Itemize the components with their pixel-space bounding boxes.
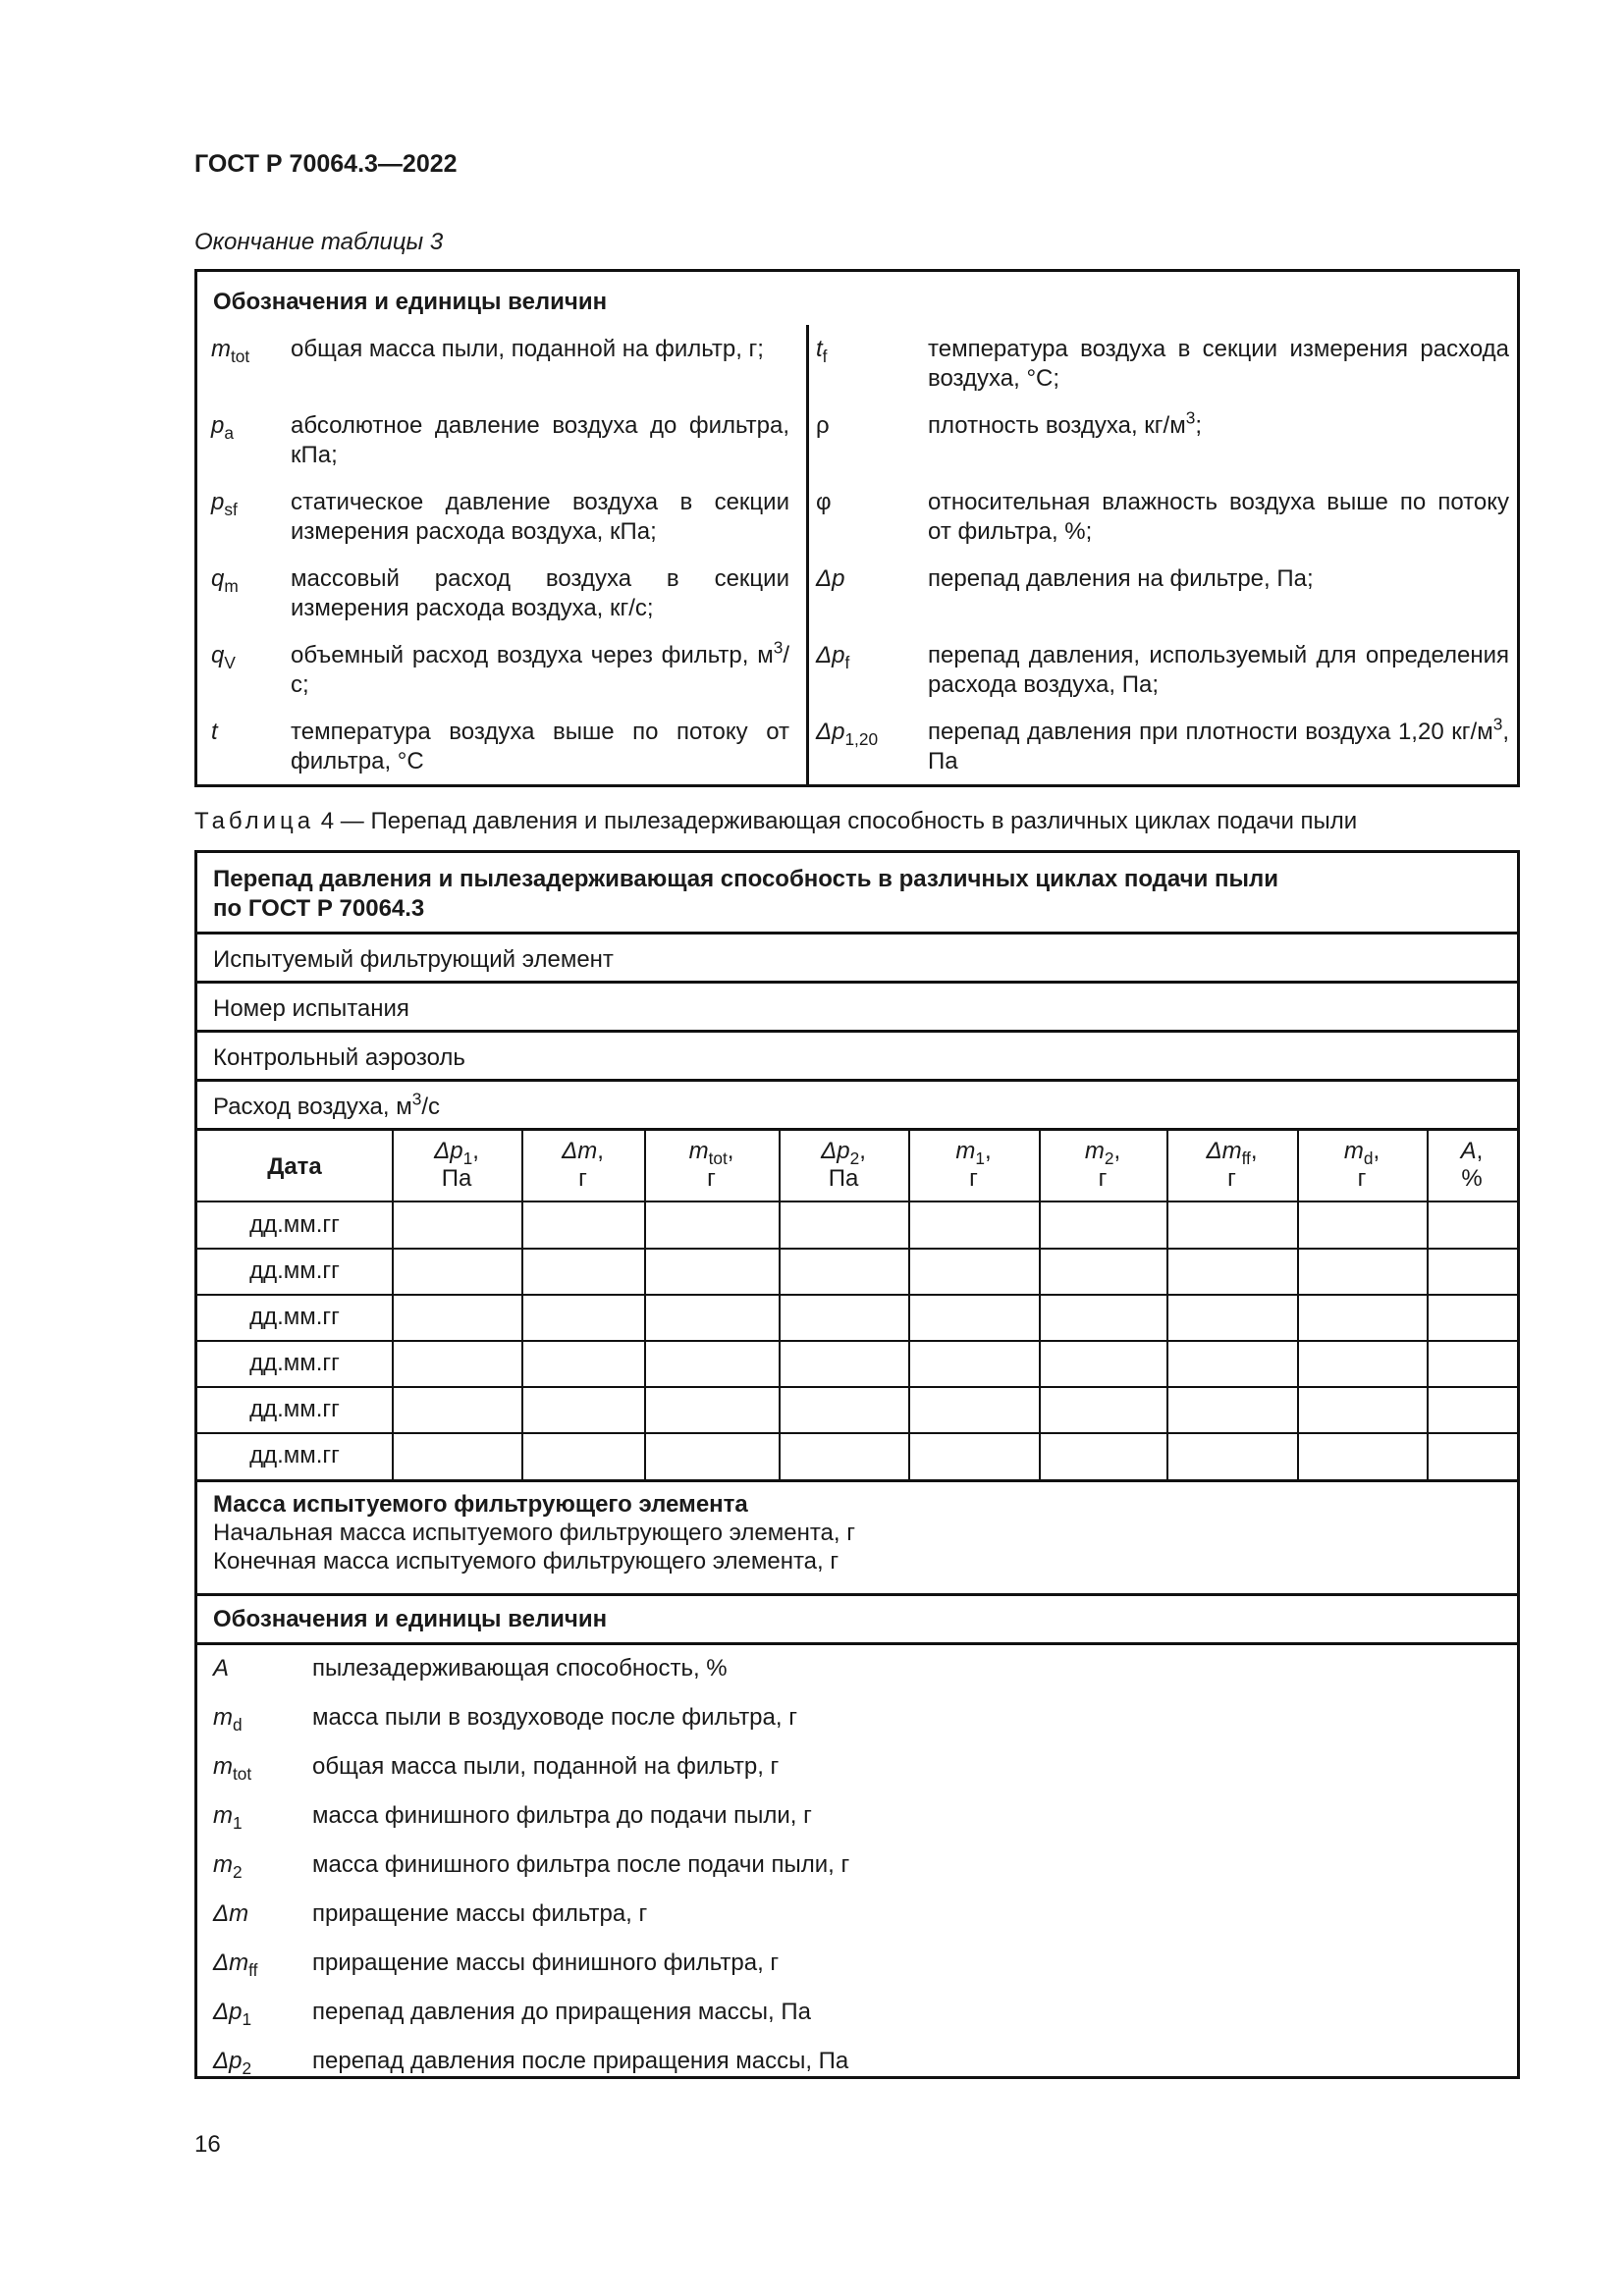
- legend-symbol: $\Delta m_{ff}$: [213, 1949, 258, 1981]
- row-divider: [197, 981, 1517, 984]
- table-3-heading: Обозначения и единицы величин: [213, 289, 608, 315]
- legend-symbol: Δm: [213, 1900, 249, 1927]
- row-divider: [197, 1248, 1517, 1250]
- mass-final: Конечная масса испытуемого фильтрующего элемента, г: [213, 1547, 839, 1575]
- legend-symbol: $m_{tot}$: [213, 1753, 252, 1785]
- symbol-description: температура воздуха в секции измерения расхода воздуха, °C;: [928, 336, 1509, 392]
- legend-symbol: $\Delta p_2$: [213, 2048, 252, 2079]
- symbol: $t_f$: [816, 336, 828, 367]
- symbol: $m_{tot}$: [211, 336, 250, 367]
- page-number: 16: [194, 2131, 221, 2158]
- date-cell: дд.мм.гг: [249, 1350, 340, 1376]
- mass-heading: Масса испытуемого фильтрующего элемента: [213, 1491, 748, 1518]
- row-divider: [197, 1593, 1517, 1596]
- legend-description: перепад давления до приращения массы, Па: [312, 1999, 811, 2025]
- legend-description: перепад давления после приращения массы, Па: [312, 2048, 849, 2074]
- legend-description: масса финишного фильтра после подачи пыли, г: [312, 1851, 850, 1878]
- symbol: $q_V$: [211, 642, 236, 673]
- symbol-description: объемный расход воздуха через фильтр, $м^3/с$;: [291, 637, 789, 698]
- row-divider: [197, 1386, 1517, 1388]
- symbol: Δp: [816, 565, 845, 592]
- mass-section: [213, 1491, 855, 1575]
- row-divider: [197, 1079, 1517, 1082]
- table-4-title: Перепад давления и пылезадерживающая способность в различных циклах подачи пыли по ГОСТ Р 70064.3: [213, 866, 1279, 922]
- legend-symbol: $m_1$: [213, 1802, 243, 1834]
- legend-symbol: A: [213, 1655, 230, 1682]
- table-3-legend: [194, 269, 1520, 787]
- symbol: $\Delta p_{1,20}$: [816, 719, 879, 750]
- column-header: $m_{tot}$, г: [688, 1138, 734, 1192]
- symbol: $p_a$: [211, 412, 234, 444]
- symbol: $p_{sf}$: [211, 489, 238, 520]
- symbol-description: массовый расход воздуха в секции измерения расхода воздуха, кг/с;: [291, 565, 789, 621]
- date-cell: дд.мм.гг: [249, 1257, 340, 1284]
- date-cell: дд.мм.гг: [249, 1304, 340, 1330]
- row-divider: [197, 1201, 1517, 1202]
- date-cell: дд.мм.гг: [249, 1442, 340, 1468]
- column-divider: [806, 325, 809, 784]
- legend-symbol: $m_2$: [213, 1851, 243, 1883]
- symbol-description: абсолютное давление воздуха до фильтра, кПа;: [291, 412, 789, 468]
- date-cell: дд.мм.гг: [249, 1211, 340, 1238]
- row-divider: [197, 1294, 1517, 1296]
- symbol-description: общая масса пыли, поданной на фильтр, г;: [291, 336, 764, 362]
- legend-heading: Обозначения и единицы величин: [213, 1606, 608, 1632]
- legend-description: пылезадерживающая способность, %: [312, 1655, 728, 1682]
- column-header: Δm, г: [562, 1138, 604, 1192]
- column-header: A, %: [1460, 1138, 1484, 1192]
- filter-element-label: Испытуемый фильтрующий элемент: [213, 946, 614, 973]
- row-divider: [197, 1642, 1517, 1645]
- table-4-caption: Таблица 4 — Перепад давления и пылезадерживающая способность в различных циклах подачи пыли: [194, 808, 1358, 834]
- column-header: $\Delta m_{ff}$, г: [1206, 1138, 1258, 1192]
- symbol-description: статическое давление воздуха в секции измерения расхода воздуха, кПа;: [291, 489, 789, 545]
- table-4: [194, 850, 1520, 2079]
- column-header: $\Delta p_2$, Па: [821, 1138, 866, 1192]
- legend-description: общая масса пыли, поданной на фильтр, г: [312, 1753, 780, 1780]
- airflow-label: Расход воздуха, $м^3/с$: [213, 1089, 441, 1120]
- symbol-description: относительная влажность воздуха выше по потоку от фильтра, %;: [928, 489, 1509, 545]
- symbol-description: температура воздуха выше по потоку от фильтра, °C: [291, 719, 789, 774]
- row-divider: [197, 1128, 1517, 1131]
- legend-symbol: $\Delta p_1$: [213, 1999, 252, 2030]
- symbol-description: плотность воздуха, $кг/м^3$;: [928, 407, 1203, 439]
- column-header: $m_d$, г: [1343, 1138, 1380, 1192]
- row-divider: [197, 1340, 1517, 1342]
- symbol: t: [211, 719, 218, 745]
- test-number-label: Номер испытания: [213, 995, 409, 1022]
- column-header: $\Delta p_1$, Па: [434, 1138, 479, 1192]
- date-cell: дд.мм.гг: [249, 1396, 340, 1422]
- row-divider: [197, 932, 1517, 934]
- aerosol-label: Контрольный аэрозоль: [213, 1044, 465, 1071]
- symbol-description: перепад давления при плотности воздуха 1,20 $кг/м^3$, Па: [928, 714, 1509, 774]
- legend-description: приращение массы фильтра, г: [312, 1900, 648, 1927]
- continuation-caption: Окончание таблицы 3: [194, 229, 444, 255]
- symbol-description: перепад давления на фильтре, Па;: [928, 565, 1314, 592]
- symbol: $q_m$: [211, 565, 239, 597]
- mass-initial: Начальная масса испытуемого фильтрующего элемента, г: [213, 1519, 855, 1546]
- legend-symbol: $m_d$: [213, 1704, 243, 1735]
- row-divider: [197, 1479, 1517, 1482]
- symbol: ρ: [816, 412, 830, 439]
- symbol-description: перепад давления, используемый для определения расхода воздуха, Па;: [928, 642, 1509, 698]
- legend-description: масса финишного фильтра до подачи пыли, г: [312, 1802, 812, 1829]
- column-header: $m_1$, г: [955, 1138, 992, 1192]
- row-divider: [197, 1030, 1517, 1033]
- column-header-date: Дата: [267, 1153, 322, 1180]
- column-header: $m_2$, г: [1084, 1138, 1121, 1192]
- document-id: ГОСТ Р 70064.3—2022: [194, 150, 458, 178]
- symbol: $\Delta p_f$: [816, 642, 850, 673]
- symbol: φ: [816, 489, 832, 515]
- legend-description: масса пыли в воздуховоде после фильтра, г: [312, 1704, 797, 1731]
- row-divider: [197, 1432, 1517, 1434]
- legend-description: приращение массы финишного фильтра, г: [312, 1949, 780, 1976]
